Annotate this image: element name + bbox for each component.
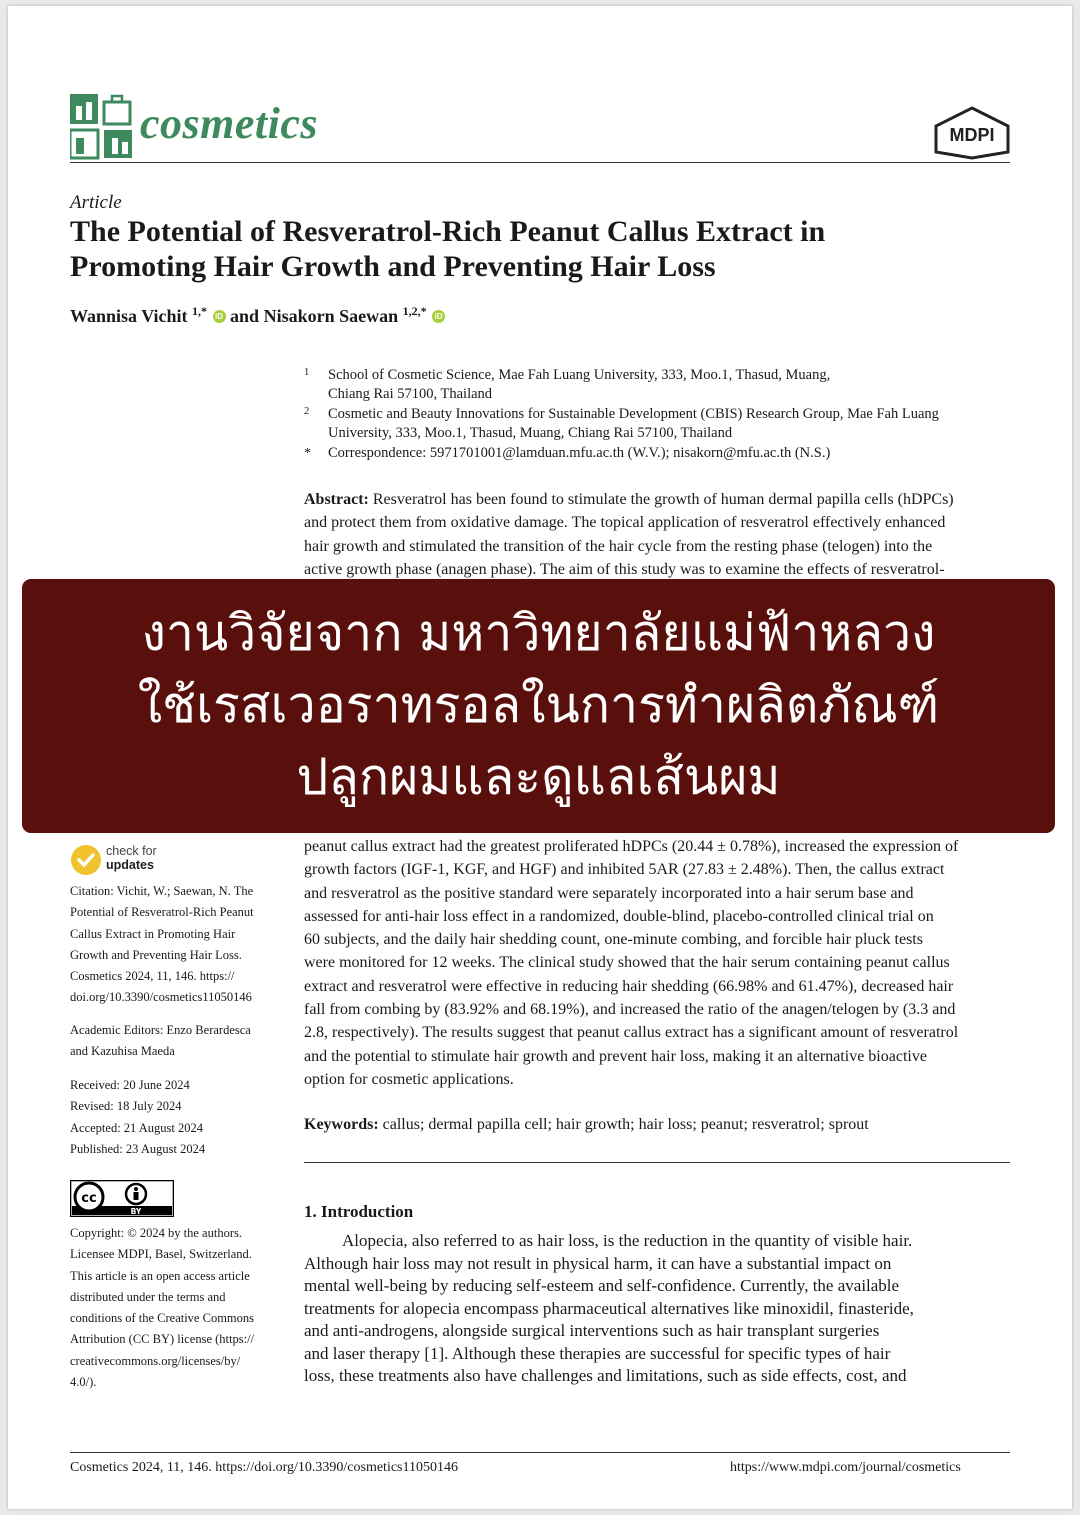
orcid-icon[interactable]: iD	[432, 310, 445, 323]
mdpi-logo	[932, 106, 1012, 160]
date-published: Published: 23 August 2024	[70, 1141, 206, 1156]
abstract-line: active growth phase (anagen phase). The aim of this study was to examine the effects of resveratrol-	[304, 560, 945, 578]
keywords-label: Keywords:	[304, 1116, 379, 1133]
abstract-line: option for cosmetic applications.	[304, 1070, 514, 1088]
citation-line: Potential of Resveratrol-Rich Peanut	[70, 905, 254, 920]
copyright-line: This article is an open access article	[70, 1268, 250, 1283]
abstract-line: and protect them from oxidative damage. The topical application of resveratrol effectively enhanced	[304, 514, 946, 532]
citation-line: Cosmetics 2024, 11, 146. https://	[70, 969, 235, 984]
editors-line: Academic Editors: Enzo Berardesca	[70, 1023, 251, 1037]
author-name: Nisakorn Saewan	[263, 306, 399, 326]
abstract-line: assessed for anti-hair loss effect in a randomized, double-blind, placebo-controlled clinical trial on	[304, 907, 934, 925]
check-updates-line: updates	[106, 858, 154, 872]
affiliation-number: 2	[304, 406, 310, 417]
cc-by-license-icon[interactable]	[70, 1180, 174, 1217]
date-accepted: Accepted: 21 August 2024	[70, 1120, 203, 1135]
section-divider	[304, 1162, 1010, 1163]
dates-block	[70, 1075, 282, 1160]
affiliation	[304, 405, 1004, 443]
intro-line: and laser therapy [1]. Although these therapies are successful for specific types of hair	[304, 1343, 891, 1363]
abstract-line: fall from combing by (83.92% and 68.19%), and increased the ratio of the anagen/telogen by (3.3 and	[304, 1001, 956, 1019]
date-received: Received: 20 June 2024	[70, 1078, 190, 1092]
intro-line: and anti-androgens, alongside surgical interventions such as hair transplant surgeries	[304, 1321, 880, 1340]
check-for-updates-button[interactable]	[70, 842, 180, 878]
affiliation-number: 1	[304, 367, 310, 378]
author-list	[70, 304, 445, 327]
introduction-text	[304, 1230, 1012, 1388]
article-type: Article	[70, 192, 122, 213]
abstract-line: growth factors (IGF-1, KGF, and HGF) and inhibited 5AR (27.83 ± 2.48%). Then, the callus extract	[304, 861, 945, 879]
check-updates-line: check for	[106, 844, 157, 858]
abstract-line: and the potential to stimulate hair growth and prevent hair loss, making it an alternative bioactive	[304, 1047, 927, 1065]
affiliation-line: University, 333, Moo.1, Thasud, Muang, Chiang Rai 57100, Thailand	[328, 425, 733, 441]
journal-name: cosmetics	[140, 99, 319, 148]
abstract-bottom	[304, 835, 1010, 1091]
copyright-line: conditions of the Creative Commons	[70, 1311, 255, 1326]
keywords-text: callus; dermal papilla cell; hair growth; hair loss; peanut; resveratrol; sprout	[378, 1116, 869, 1133]
abstract-text: Resveratrol has been found to stimulate the growth of human dermal papilla cells (hDPCs)	[368, 491, 954, 508]
copyright-line: Licensee MDPI, Basel, Switzerland.	[70, 1247, 252, 1262]
author-name: Wannisa Vichit	[70, 306, 188, 326]
abstract-line	[304, 488, 1010, 511]
citation-block	[70, 881, 282, 1009]
title-line: The Potential of Resveratrol-Rich Peanut Callus Extract in	[70, 215, 826, 248]
citation-line: Citation: Vichit, W.; Saewan, N. The	[70, 884, 254, 898]
author-affiliation-marker: 1,*	[192, 304, 208, 318]
citation-line: Growth and Preventing Hair Loss.	[70, 947, 242, 962]
intro-line: Alopecia, also referred to as hair loss, is the reduction in the quantity of visible hair.	[342, 1231, 913, 1250]
footer-divider	[70, 1452, 1010, 1453]
academic-editors	[70, 1020, 282, 1063]
cc-badge-text: BY	[130, 1207, 142, 1216]
footer-citation: Cosmetics 2024, 11, 146. https://doi.org/10.3390/cosmetics11050146	[70, 1460, 458, 1475]
abstract-line: peanut callus extract had the greatest proliferated hDPCs (20.44 ± 0.78%), increased the expression of	[304, 838, 959, 855]
article-title	[70, 214, 990, 284]
header-divider	[70, 162, 1010, 163]
svg-text:cc: cc	[81, 1191, 97, 1206]
affiliation	[304, 366, 1004, 404]
author-affiliation-marker: 1,2,*	[402, 304, 427, 318]
journal-logo-icon	[70, 94, 134, 160]
affiliation-line: Chiang Rai 57100, Thailand	[328, 386, 493, 402]
check-updates-label	[106, 844, 157, 872]
check-updates-icon	[70, 844, 102, 876]
abstract-top	[304, 488, 1010, 581]
copyright-line: Attribution (CC BY) license (https://	[70, 1332, 255, 1347]
affiliation-line: Cosmetic and Beauty Innovations for Sustainable Development (CBIS) Research Group, Mae Fah Luang	[328, 406, 939, 422]
abstract-line: 60 subjects, and the daily hair shedding count, one-minute combing, and forcible hair pluck tests	[304, 931, 923, 949]
intro-line: mental well-being by reducing self-esteem and self-confidence. Currently, the available	[304, 1276, 900, 1295]
abstract-line: hair growth and stimulated the transition of the hair cycle from the resting phase (telogen) into the	[304, 537, 933, 555]
correspondence	[304, 444, 1004, 463]
date-revised: Revised: 18 July 2024	[70, 1099, 182, 1114]
abstract-line: extract and resveratrol were effective in reducing hair shedding (66.98% and 61.47%), decreased hair	[304, 977, 954, 995]
editors-line: and Kazuhisa Maeda	[70, 1044, 175, 1059]
abstract-line: 2.8, respectively). The results suggest that peanut callus extract has a significant amount of resveratrol	[304, 1024, 959, 1042]
abstract-label: Abstract:	[304, 491, 369, 508]
intro-line: treatments for alopecia encompass pharmaceutical alternatives like minoxidil, finasteride,	[304, 1298, 914, 1318]
title-line: Promoting Hair Growth and Preventing Hair Loss	[70, 250, 716, 283]
intro-line: loss, these treatments also have challenges and limitations, such as side effects, cost, and	[304, 1366, 907, 1385]
affiliation-line: School of Cosmetic Science, Mae Fah Luang University, 333, Moo.1, Thasud, Muang,	[328, 367, 831, 383]
intro-line: Although hair loss may not result in physical harm, it can have a substantial impact on	[304, 1253, 892, 1273]
copyright-line: creativecommons.org/licenses/by/	[70, 1353, 241, 1368]
orcid-icon[interactable]: iD	[213, 310, 226, 323]
banner-line-1: งานวิจัยจาก มหาวิทยาลัยแม่ฟ้าหลวง	[141, 604, 936, 662]
banner-line-3: ปลูกผมและดูแลเส้นผม	[296, 748, 781, 806]
copyright-line: distributed under the terms and	[70, 1289, 226, 1304]
abstract-line: and resveratrol as the positive standard were separately incorporated into a hair serum base and	[304, 884, 914, 902]
mdpi-logo-text: MDPI	[949, 125, 995, 145]
citation-line[interactable]: doi.org/10.3390/cosmetics11050146	[70, 990, 252, 1005]
keywords	[304, 1113, 1010, 1136]
citation-line: Callus Extract in Promoting Hair	[70, 926, 236, 941]
footer-journal-link[interactable]: https://www.mdpi.com/journal/cosmetics	[730, 1460, 961, 1475]
correspondence-line: Correspondence: 5971701001@lamduan.mfu.ac.th (W.V.); nisakorn@mfu.ac.th (N.S.)	[328, 445, 831, 461]
abstract-line: were monitored for 12 weeks. The clinical study showed that the hair serum containing peanut callus	[304, 954, 950, 972]
author-conjunction: and	[230, 306, 260, 326]
copyright-line: 4.0/).	[70, 1375, 97, 1390]
copyright-block	[70, 1223, 282, 1393]
affiliation-number: *	[304, 446, 311, 461]
copyright-line: Copyright: © 2024 by the authors.	[70, 1226, 242, 1240]
thai-caption-banner	[22, 579, 1055, 833]
banner-line-2: ใช้เรสเวอราทรอลในการทำผลิตภัณฑ์	[137, 676, 940, 734]
section-heading: 1. Introduction	[304, 1202, 414, 1221]
